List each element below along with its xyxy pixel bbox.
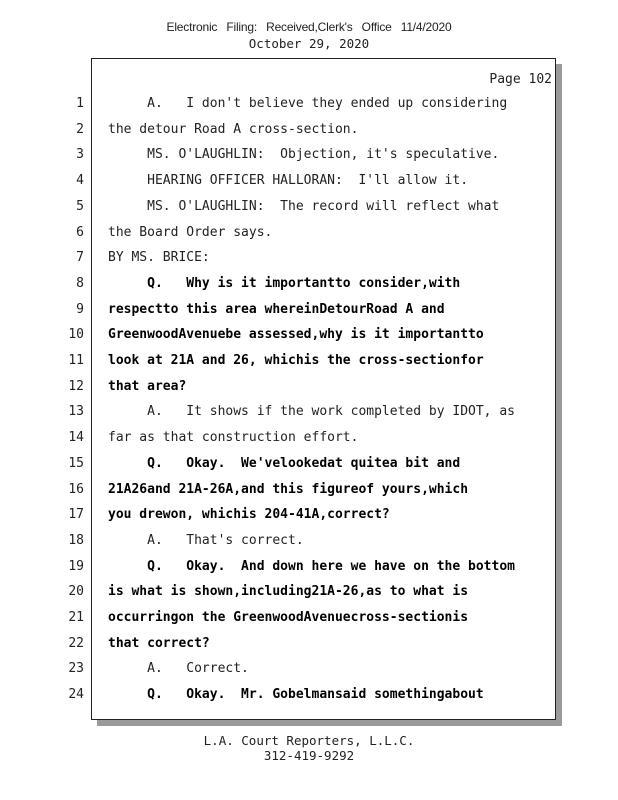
transcript-line: occurringon the GreenwoodAvenuecross-sectionis — [108, 610, 469, 625]
transcript-line: that area? — [108, 379, 187, 394]
transcript-line: that correct? — [108, 636, 210, 651]
line-number: 15 — [68, 456, 84, 471]
line-number: 14 — [68, 430, 84, 445]
transcript-line: Q. Okay. Mr. Gobelmansaid somethingabout — [108, 687, 484, 702]
line-number: 16 — [68, 482, 84, 497]
transcript-line: Q. Okay. We'velookedat quitea bit and — [108, 456, 461, 471]
line-number: 19 — [68, 559, 84, 574]
reporter-company: L.A. Court Reporters, L.L.C. — [203, 733, 415, 748]
line-number: 1 — [76, 96, 84, 111]
reporter-phone: 312-419-9292 — [263, 748, 355, 763]
transcript-line: GreenwoodAvenuebe assessed,why is it importantto — [108, 327, 484, 342]
line-number: 8 — [76, 276, 84, 291]
transcript-line: A. That's correct. — [108, 533, 304, 548]
transcript-date: October 29, 2020 — [248, 36, 370, 51]
line-number: 20 — [68, 584, 84, 599]
line-number: 2 — [76, 122, 84, 137]
transcript-line: 21A26and 21A-26A,and this figureof yours,which — [108, 482, 469, 497]
transcript-line: Q. Okay. And down here we have on the bottom — [108, 559, 515, 574]
transcript-line: HEARING OFFICER HALLORAN: I'll allow it. — [108, 173, 469, 188]
footer — [0, 733, 618, 763]
transcript-line: look at 21A and 26, whichis the cross-sectionfor — [108, 353, 484, 368]
transcript-line: the Board Order says. — [108, 225, 273, 240]
transcript-line: far as that construction effort. — [108, 430, 359, 445]
transcript-line: A. Correct. — [108, 661, 249, 676]
line-number: 22 — [68, 636, 84, 651]
page-number: Page 102 — [489, 72, 552, 87]
line-number: 12 — [68, 379, 84, 394]
transcript-line: A. It shows if the work completed by IDOT, as — [108, 404, 515, 419]
filing-stamp: Electronic Filing: Received,Clerk's Office 11/4/2020 — [166, 20, 452, 34]
line-number: 23 — [68, 661, 84, 676]
line-number: 13 — [68, 404, 84, 419]
line-number: 17 — [68, 507, 84, 522]
transcript-line: you drewon, whichis 204-41A,correct? — [108, 507, 390, 522]
line-number: 5 — [76, 199, 84, 214]
transcript-line: is what is shown,including21A-26,as to what is — [108, 584, 469, 599]
line-number: 4 — [76, 173, 84, 188]
transcript-line: Q. Why is it importantto consider,with — [108, 276, 461, 291]
line-number: 3 — [76, 147, 84, 162]
line-number: 9 — [76, 302, 84, 317]
line-number: 11 — [68, 353, 84, 368]
line-number: 10 — [68, 327, 84, 342]
transcript-line: MS. O'LAUGHLIN: The record will reflect what — [108, 199, 500, 214]
transcript-line: BY MS. BRICE: — [108, 250, 210, 265]
line-number: 7 — [76, 250, 84, 265]
transcript-line: A. I don't believe they ended up considering — [108, 96, 508, 111]
line-number: 18 — [68, 533, 84, 548]
line-number: 6 — [76, 225, 84, 240]
line-number: 21 — [68, 610, 84, 625]
transcript-line: the detour Road A cross-section. — [108, 122, 359, 137]
transcript-line: MS. O'LAUGHLIN: Objection, it's speculative. — [108, 147, 500, 162]
line-number: 24 — [68, 687, 84, 702]
transcript-line: respectto this area whereinDetourRoad A and — [108, 302, 445, 317]
